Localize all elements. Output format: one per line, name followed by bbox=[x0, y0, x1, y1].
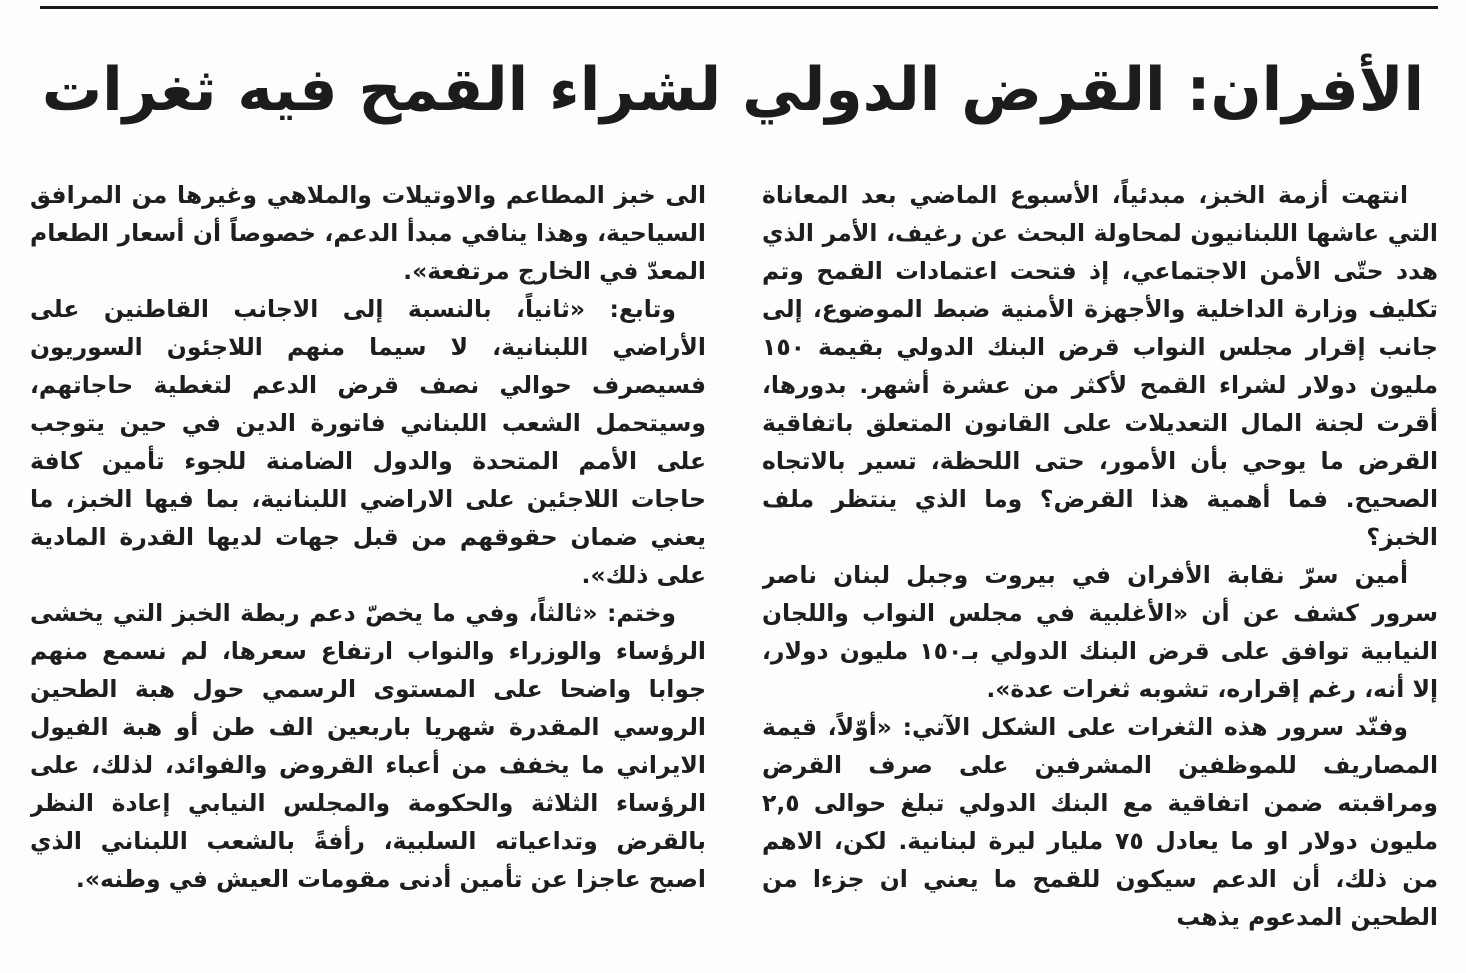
paragraph-3-continued: الى خبز المطاعم والاوتيلات والملاهي وغيرها من المرافق السياحية، وهذا ينافي مبدأ الدعم، خصوصاً أن أسعار الطعام المعدّ في الخارج مرتفعة». bbox=[30, 181, 706, 285]
paragraph-1: انتهت أزمة الخبز، مبدئياً، الأسبوع الماضي بعد المعاناة التي عاشها اللبنانيون لمحاولة البحث عن رغيف، الأمر الذي هدد حتّى الأمن الاجتماعي، إذ فتحت اعتمادات القمح وتم تكليف وزارة الداخلية والأجهزة الأمنية ضبط الموضوع، إلى جانب إقرار مجلس النواب قرض البنك الدولي بقيمة ١٥٠ مليون دولار لشراء القمح لأكثر من عشرة أشهر. بدورها، أقرت لجنة المال التعديلات على القانون المتعلق باتفاقية القرض ما يوحي بأن الأمور، حتى اللحظة، تسير بالاتجاه الصحيح. فما أهمية هذا القرض؟ وما الذي ينتظر ملف الخبز؟ bbox=[762, 181, 1438, 551]
paragraph-2: أمين سرّ نقابة الأفران في بيروت وجبل لبنان ناصر سرور كشف عن أن «الأغلبية في مجلس النواب واللجان النيابية توافق على قرض البنك الدولي بـ١٥٠ مليون دولار، إلا أنه، رغم إقراره، تشوبه ثغرات عدة». bbox=[762, 561, 1438, 703]
article-column-left bbox=[30, 176, 706, 936]
paragraph-3: وفنّد سرور هذه الثغرات على الشكل الآتي: «أوّلاً، قيمة المصاريف للموظفين المشرفين على صرف القرض ومراقبته ضمن اتفاقية مع البنك الدولي تبلغ حوالى ٢,٥ مليون دولار او ما يعادل ٧٥ مليار ليرة لبنانية. لكن، الاهم من ذلك، أن الدعم سيكون للقمح ما يعني ان جزءا من الطحين المدعوم يذهب bbox=[762, 713, 1438, 931]
article-column-right bbox=[762, 176, 1438, 936]
paragraph-5: وختم: «ثالثاً، وفي ما يخصّ دعم ربطة الخبز التي يخشى الرؤساء والوزراء والنواب ارتفاع سعرها، لم نسمع منهم جوابا واضحا على المستوى الرسمي حول هبة الطحين الروسي المقدرة شهريا باربعين الف طن أو هبة الفيول الايراني ما يخفف من أعباء القروض والفوائد، لذلك، على الرؤساء الثلاثة والحكومة والمجلس النيابي إعادة النظر بالقرض وتداعياته السلبية، رأفةً بالشعب اللبناني الذي اصبح عاجزا عن تأمين أدنى مقومات العيش في وطنه». bbox=[30, 599, 706, 893]
top-rule bbox=[40, 6, 1438, 9]
article-headline: الأفران: القرض الدولي لشراء القمح فيه ثغرات bbox=[41, 55, 1425, 125]
paragraph-4: وتابع: «ثانياً، بالنسبة إلى الاجانب القاطنين على الأراضي اللبنانية، لا سيما منهم اللاجئون السوريون فسيصرف حوالي نصف قرض الدعم لتغطية حاجاتهم، وسيتحمل الشعب اللبناني فاتورة الدين في حين يتوجب على الأمم المتحدة والدول الضامنة للجوء تأمين كافة حاجات اللاجئين على الاراضي اللبنانية، بما فيها الخبز، ما يعني ضمان حقوقهم من قبل جهات لديها القدرة المادية على ذلك». bbox=[30, 295, 706, 589]
